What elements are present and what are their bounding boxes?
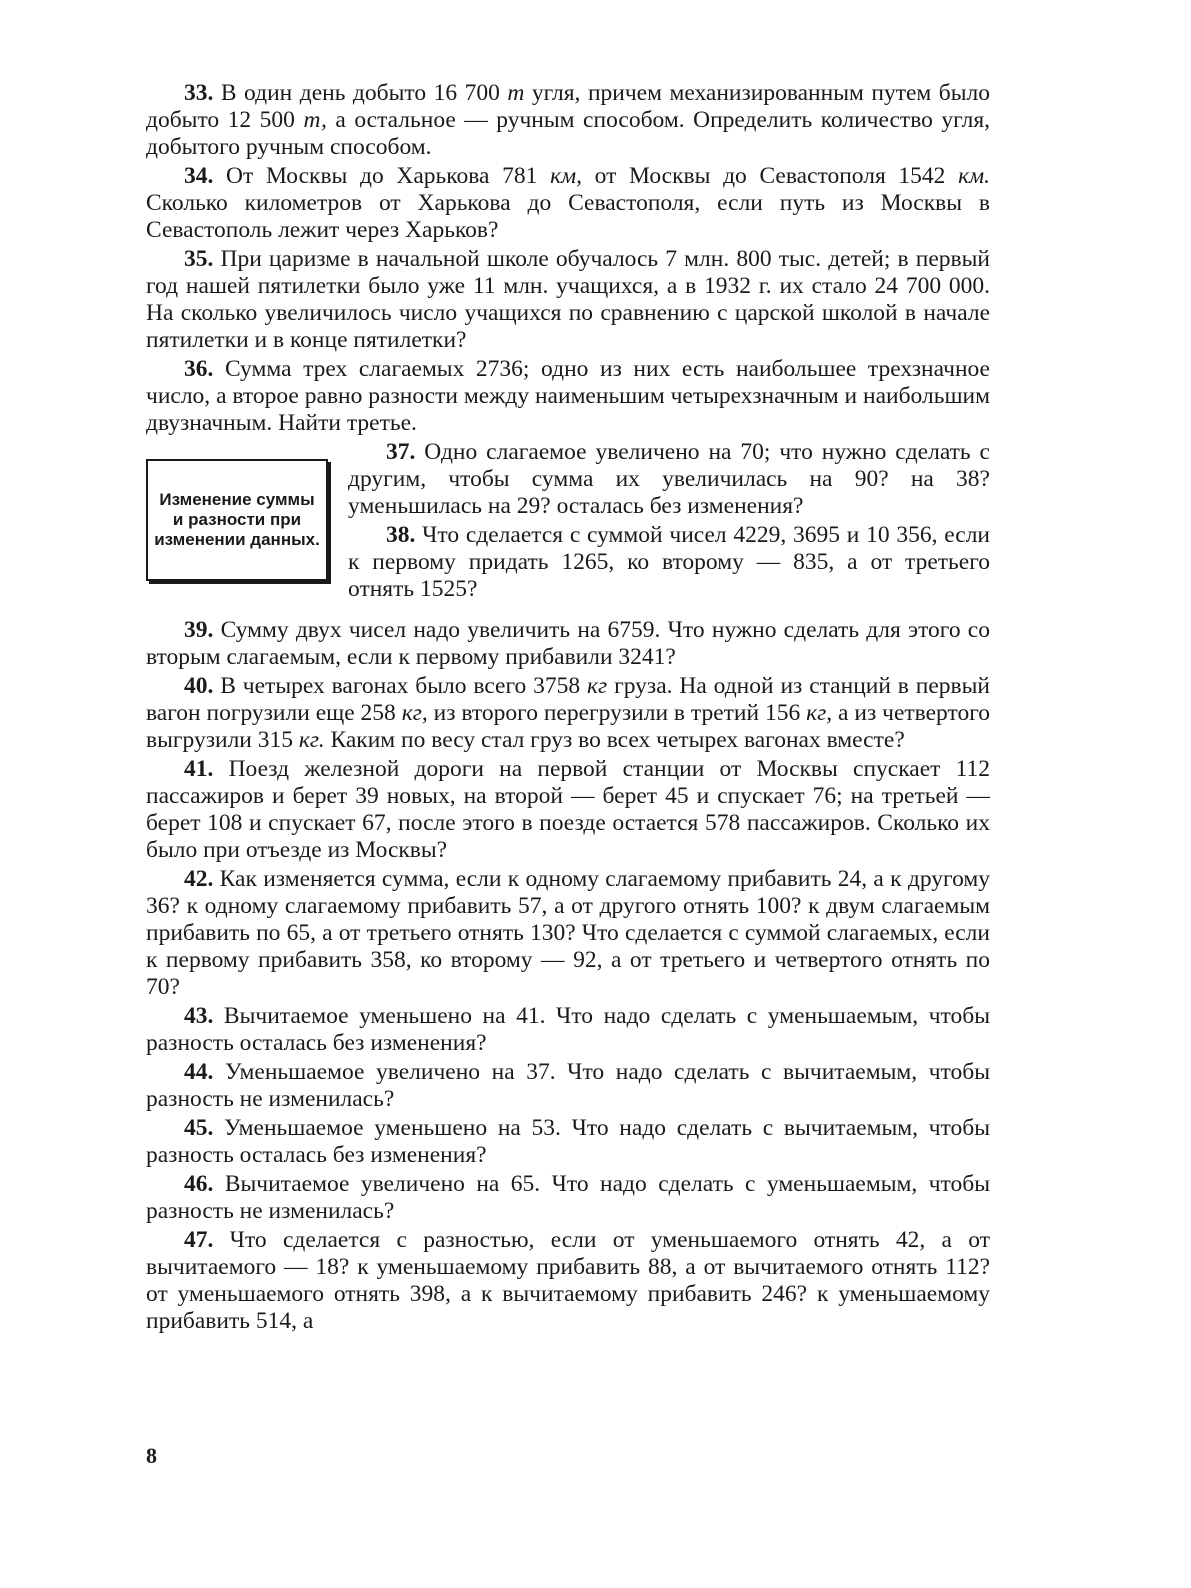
- section-heading: Изменение суммы и разности при изменении данных.: [154, 490, 320, 549]
- problem-number: 45.: [184, 1115, 214, 1141]
- problem-number: 41.: [184, 756, 214, 782]
- page-number: 8: [146, 1443, 157, 1468]
- problem-number: 42.: [184, 866, 214, 892]
- problem-number: 43.: [184, 1003, 214, 1029]
- problem-45: 45. Уменьшаемое уменьшено на 53. Что надо сделать с вычитаемым, чтобы разность осталась без изменения?: [146, 1115, 990, 1168]
- side-problems: [348, 439, 990, 605]
- problem-47: 47. Что сделается с разностью, если от уменьшаемого отнять 42, а от вычитаемого — 18? к уменьшаемому прибавить 88, а от вычитаемого отнять 112? от уменьшаемого отнять 398, а к вычитаемому прибавить 246? к уменьшаемому прибавить 514, а: [146, 1227, 990, 1334]
- problem-40: 40. В четырех вагонах было всего 3758 кг груза. На одной из станций в первый вагон погрузили еще 258 кг, из второго перегрузили в третий 156 кг, а из четвертого выгрузили 315 кг. Каким по весу стал груз во всех четырех вагонах вместе?: [146, 673, 990, 753]
- problem-number: 47.: [184, 1227, 214, 1253]
- problem-44: 44. Уменьшаемое увеличено на 37. Что надо сделать с вычитаемым, чтобы разность не изменилась?: [146, 1059, 990, 1112]
- problem-number: 46.: [184, 1171, 214, 1197]
- problem-number: 38.: [386, 522, 416, 548]
- problem-42: 42. Как изменяется сумма, если к одному слагаемому прибавить 24, а к другому 36? к одному слагаемому прибавить 57, а от другого отнять 100? к двум слагаемым прибавить по 65, а от третьего отнять 130? Что сделается с суммой слагаемых, если к первому прибавить 358, ко второму — 92, а от третьего и четвертого отнять по 70?: [146, 866, 990, 1000]
- problem-35: 35. При царизме в начальной школе обучалось 7 млн. 800 тыс. детей; в первый год нашей пятилетки было уже 11 млн. учащихся, а в 1932 г. их стало 24 700 000. На сколько увеличилось число учащихся по сравнению с царской школой в начале пятилетки и в конце пятилетки?: [146, 246, 990, 353]
- problem-number: 40.: [184, 673, 214, 699]
- problem-34: 34. От Москвы до Харькова 781 км, от Москвы до Севастополя 1542 км. Сколько километров от Харькова до Севастополя, если путь из Москвы в Севастополь лежит через Харьков?: [146, 163, 990, 243]
- problem-41: 41. Поезд железной дороги на первой станции от Москвы спускает 112 пассажиров и берет 39 новых, на второй — берет 45 и спускает 76; на третьей — берет 108 и спускает 67, после этого в поезде остается 578 пассажиров. Сколько их было при отъезде из Москвы?: [146, 756, 990, 863]
- problem-number: 35.: [184, 246, 214, 272]
- problem-number: 37.: [386, 439, 416, 465]
- problem-number: 44.: [184, 1059, 214, 1085]
- problem-37: 37. Одно слагаемое увеличено на 70; что нужно сделать с другим, чтобы сумма их увеличилась на 90? на 38? уменьшилась на 29? осталась без изменения?: [348, 439, 990, 519]
- problem-36: 36. Сумма трех слагаемых 2736; одно из них есть наибольшее трехзначное число, а второе равно разности между наименьшим четырехзначным и наибольшим двузначным. Найти третье.: [146, 356, 990, 436]
- book-page: [146, 80, 990, 1540]
- problem-number: 33.: [184, 80, 214, 106]
- margin-note-section: [146, 439, 990, 615]
- problem-38: 38. Что сделается с суммой чисел 4229, 3695 и 10 356, если к первому придать 1265, ко второму — 835, а от третьего отнять 1525?: [348, 522, 990, 602]
- problem-number: 34.: [184, 163, 214, 189]
- problem-33: 33. В один день добыто 16 700 т угля, причем механизированным путем было добыто 12 500 т, а остальное — ручным способом. Определить количество угля, добытого ручным способом.: [146, 80, 990, 160]
- problem-43: 43. Вычитаемое уменьшено на 41. Что надо сделать с уменьшаемым, чтобы разность осталась без изменения?: [146, 1003, 990, 1056]
- problem-39: 39. Сумму двух чисел надо увеличить на 6759. Что нужно сделать для этого со вторым слагаемым, если к первому прибавили 3241?: [146, 617, 990, 670]
- problem-number: 39.: [184, 617, 214, 643]
- section-heading-box: [146, 459, 328, 581]
- problem-46: 46. Вычитаемое увеличено на 65. Что надо сделать с уменьшаемым, чтобы разность не изменилась?: [146, 1171, 990, 1224]
- problem-number: 36.: [184, 356, 214, 382]
